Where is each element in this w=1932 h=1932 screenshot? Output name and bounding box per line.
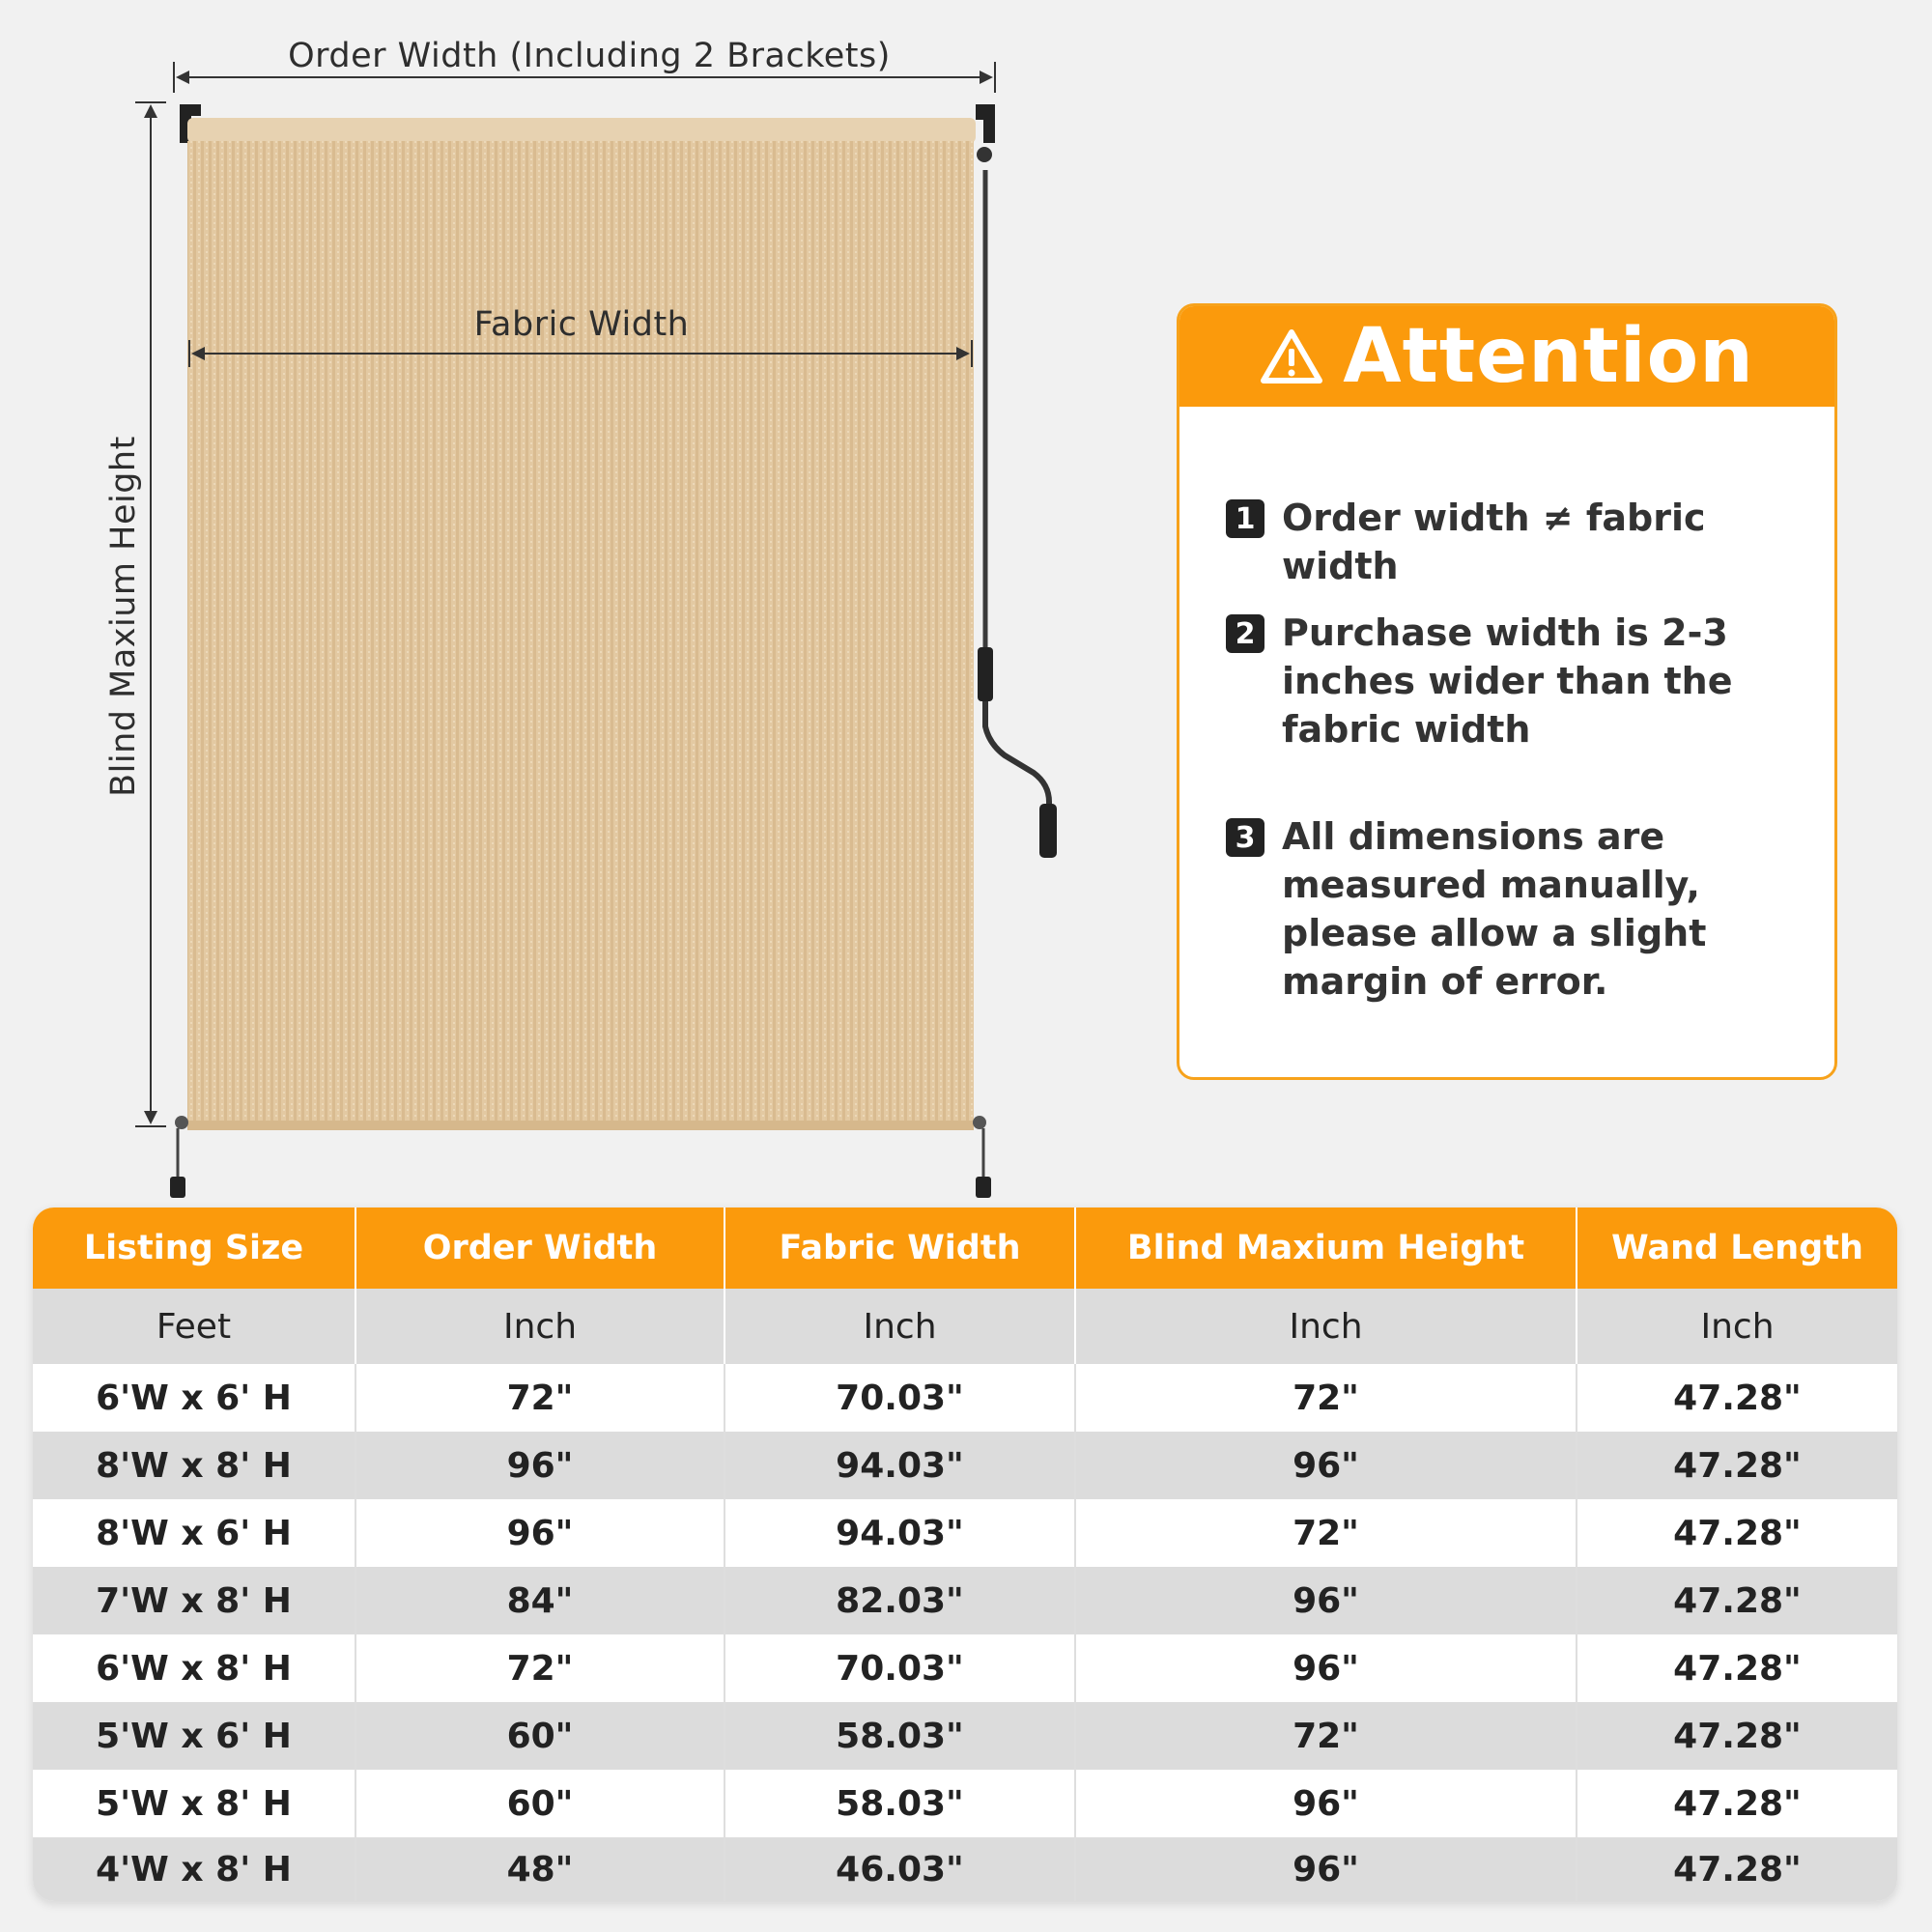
table-cell: 4'W x 8' H bbox=[33, 1837, 356, 1901]
table-cell: 48" bbox=[356, 1837, 725, 1901]
table-cell: 47.28" bbox=[1673, 1513, 1802, 1553]
warning-triangle-icon bbox=[1260, 327, 1323, 385]
attention-card bbox=[1177, 303, 1837, 1080]
note-number-badge: 3 bbox=[1226, 818, 1264, 857]
table-cell: 6'W x 6' H bbox=[33, 1364, 356, 1432]
table-cell: 60" bbox=[356, 1702, 725, 1770]
table-cell: 70.03" bbox=[725, 1634, 1076, 1702]
table-cell: 94.03" bbox=[725, 1499, 1076, 1567]
table-cell: 96" bbox=[1076, 1770, 1577, 1837]
roller-tube bbox=[187, 118, 976, 143]
table-cell: 70.03" bbox=[725, 1364, 1076, 1432]
table-cell: 84" bbox=[356, 1567, 725, 1634]
table-cell: 47.28" bbox=[1673, 1445, 1802, 1486]
table-cell: 96" bbox=[1076, 1634, 1577, 1702]
note-text: All dimensions are measured manually, please allow a slight margin of error. bbox=[1282, 815, 1707, 1003]
header-order-width: Order Width bbox=[356, 1208, 725, 1289]
table-cell: 72" bbox=[1076, 1364, 1577, 1432]
unit-cell: Inch bbox=[1700, 1306, 1775, 1347]
table-cell: 47.28" bbox=[1673, 1849, 1802, 1889]
unit-cell: Inch bbox=[1076, 1289, 1577, 1364]
header-fabric-width: Fabric Width bbox=[725, 1208, 1076, 1289]
table-unit-row bbox=[33, 1289, 1897, 1364]
table-cell: 47.28" bbox=[1673, 1648, 1802, 1689]
unit-cell: Inch bbox=[725, 1289, 1076, 1364]
attention-note-2 bbox=[1226, 609, 1805, 753]
attention-header bbox=[1179, 306, 1834, 407]
table-cell: 96" bbox=[356, 1499, 725, 1567]
table-cell: 82.03" bbox=[725, 1567, 1076, 1634]
table-cell: 47.28" bbox=[1673, 1378, 1802, 1418]
note-number-badge: 2 bbox=[1226, 614, 1264, 653]
table-cell: 8'W x 8' H bbox=[33, 1432, 356, 1499]
shade-fabric bbox=[187, 141, 974, 1128]
table-header-row bbox=[33, 1208, 1897, 1289]
header-blind-height: Blind Maxium Height bbox=[1076, 1208, 1577, 1289]
blind-diagram bbox=[0, 0, 1159, 1217]
table-cell: 94.03" bbox=[725, 1432, 1076, 1499]
table-cell: 60" bbox=[356, 1770, 725, 1837]
blind-height-label: Blind Maxium Height bbox=[104, 436, 143, 797]
crank-wand bbox=[978, 170, 1057, 858]
table-cell: 96" bbox=[1076, 1567, 1577, 1634]
table-cell: 47.28" bbox=[1673, 1580, 1802, 1621]
table-row bbox=[33, 1837, 1897, 1901]
note-text: Purchase width is 2-3 inches wider than the fabric width bbox=[1282, 611, 1733, 751]
unit-cell: Feet bbox=[33, 1289, 356, 1364]
table-row bbox=[33, 1702, 1897, 1770]
blind-illustration bbox=[0, 0, 1159, 1217]
table-row bbox=[33, 1770, 1897, 1837]
attention-note-1 bbox=[1226, 494, 1805, 590]
table-cell: 96" bbox=[1076, 1837, 1577, 1901]
table-cell: 46.03" bbox=[725, 1837, 1076, 1901]
fabric-width-label: Fabric Width bbox=[473, 305, 690, 344]
table-cell: 96" bbox=[356, 1432, 725, 1499]
order-width-label: Order Width (Including 2 Brackets) bbox=[288, 37, 891, 75]
table-cell: 72" bbox=[1076, 1499, 1577, 1567]
header-wand-length: Wand Length bbox=[1611, 1229, 1863, 1267]
right-bracket bbox=[976, 104, 995, 162]
table-row bbox=[33, 1634, 1897, 1702]
table-row bbox=[33, 1499, 1897, 1567]
attention-title: Attention bbox=[1343, 313, 1754, 400]
attention-note-3 bbox=[1226, 812, 1805, 1006]
size-chart-table bbox=[33, 1208, 1897, 1901]
table-cell: 47.28" bbox=[1673, 1716, 1802, 1756]
table-cell: 47.28" bbox=[1673, 1783, 1802, 1824]
right-bottom-anchor bbox=[973, 1116, 991, 1198]
table-cell: 72" bbox=[356, 1634, 725, 1702]
left-bottom-anchor bbox=[170, 1116, 188, 1198]
table-cell: 72" bbox=[356, 1364, 725, 1432]
table-cell: 58.03" bbox=[725, 1770, 1076, 1837]
table-cell: 7'W x 8' H bbox=[33, 1567, 356, 1634]
table-cell: 8'W x 6' H bbox=[33, 1499, 356, 1567]
header-listing-size: Listing Size bbox=[33, 1208, 356, 1289]
note-number-badge: 1 bbox=[1226, 499, 1264, 538]
table-cell: 58.03" bbox=[725, 1702, 1076, 1770]
table-row bbox=[33, 1432, 1897, 1499]
table-row bbox=[33, 1364, 1897, 1432]
table-cell: 5'W x 6' H bbox=[33, 1702, 356, 1770]
table-cell: 6'W x 8' H bbox=[33, 1634, 356, 1702]
unit-cell: Inch bbox=[356, 1289, 725, 1364]
note-text: Order width ≠ fabric width bbox=[1282, 497, 1706, 587]
table-cell: 72" bbox=[1076, 1702, 1577, 1770]
table-cell: 5'W x 8' H bbox=[33, 1770, 356, 1837]
table-cell: 96" bbox=[1076, 1432, 1577, 1499]
table-row bbox=[33, 1567, 1897, 1634]
